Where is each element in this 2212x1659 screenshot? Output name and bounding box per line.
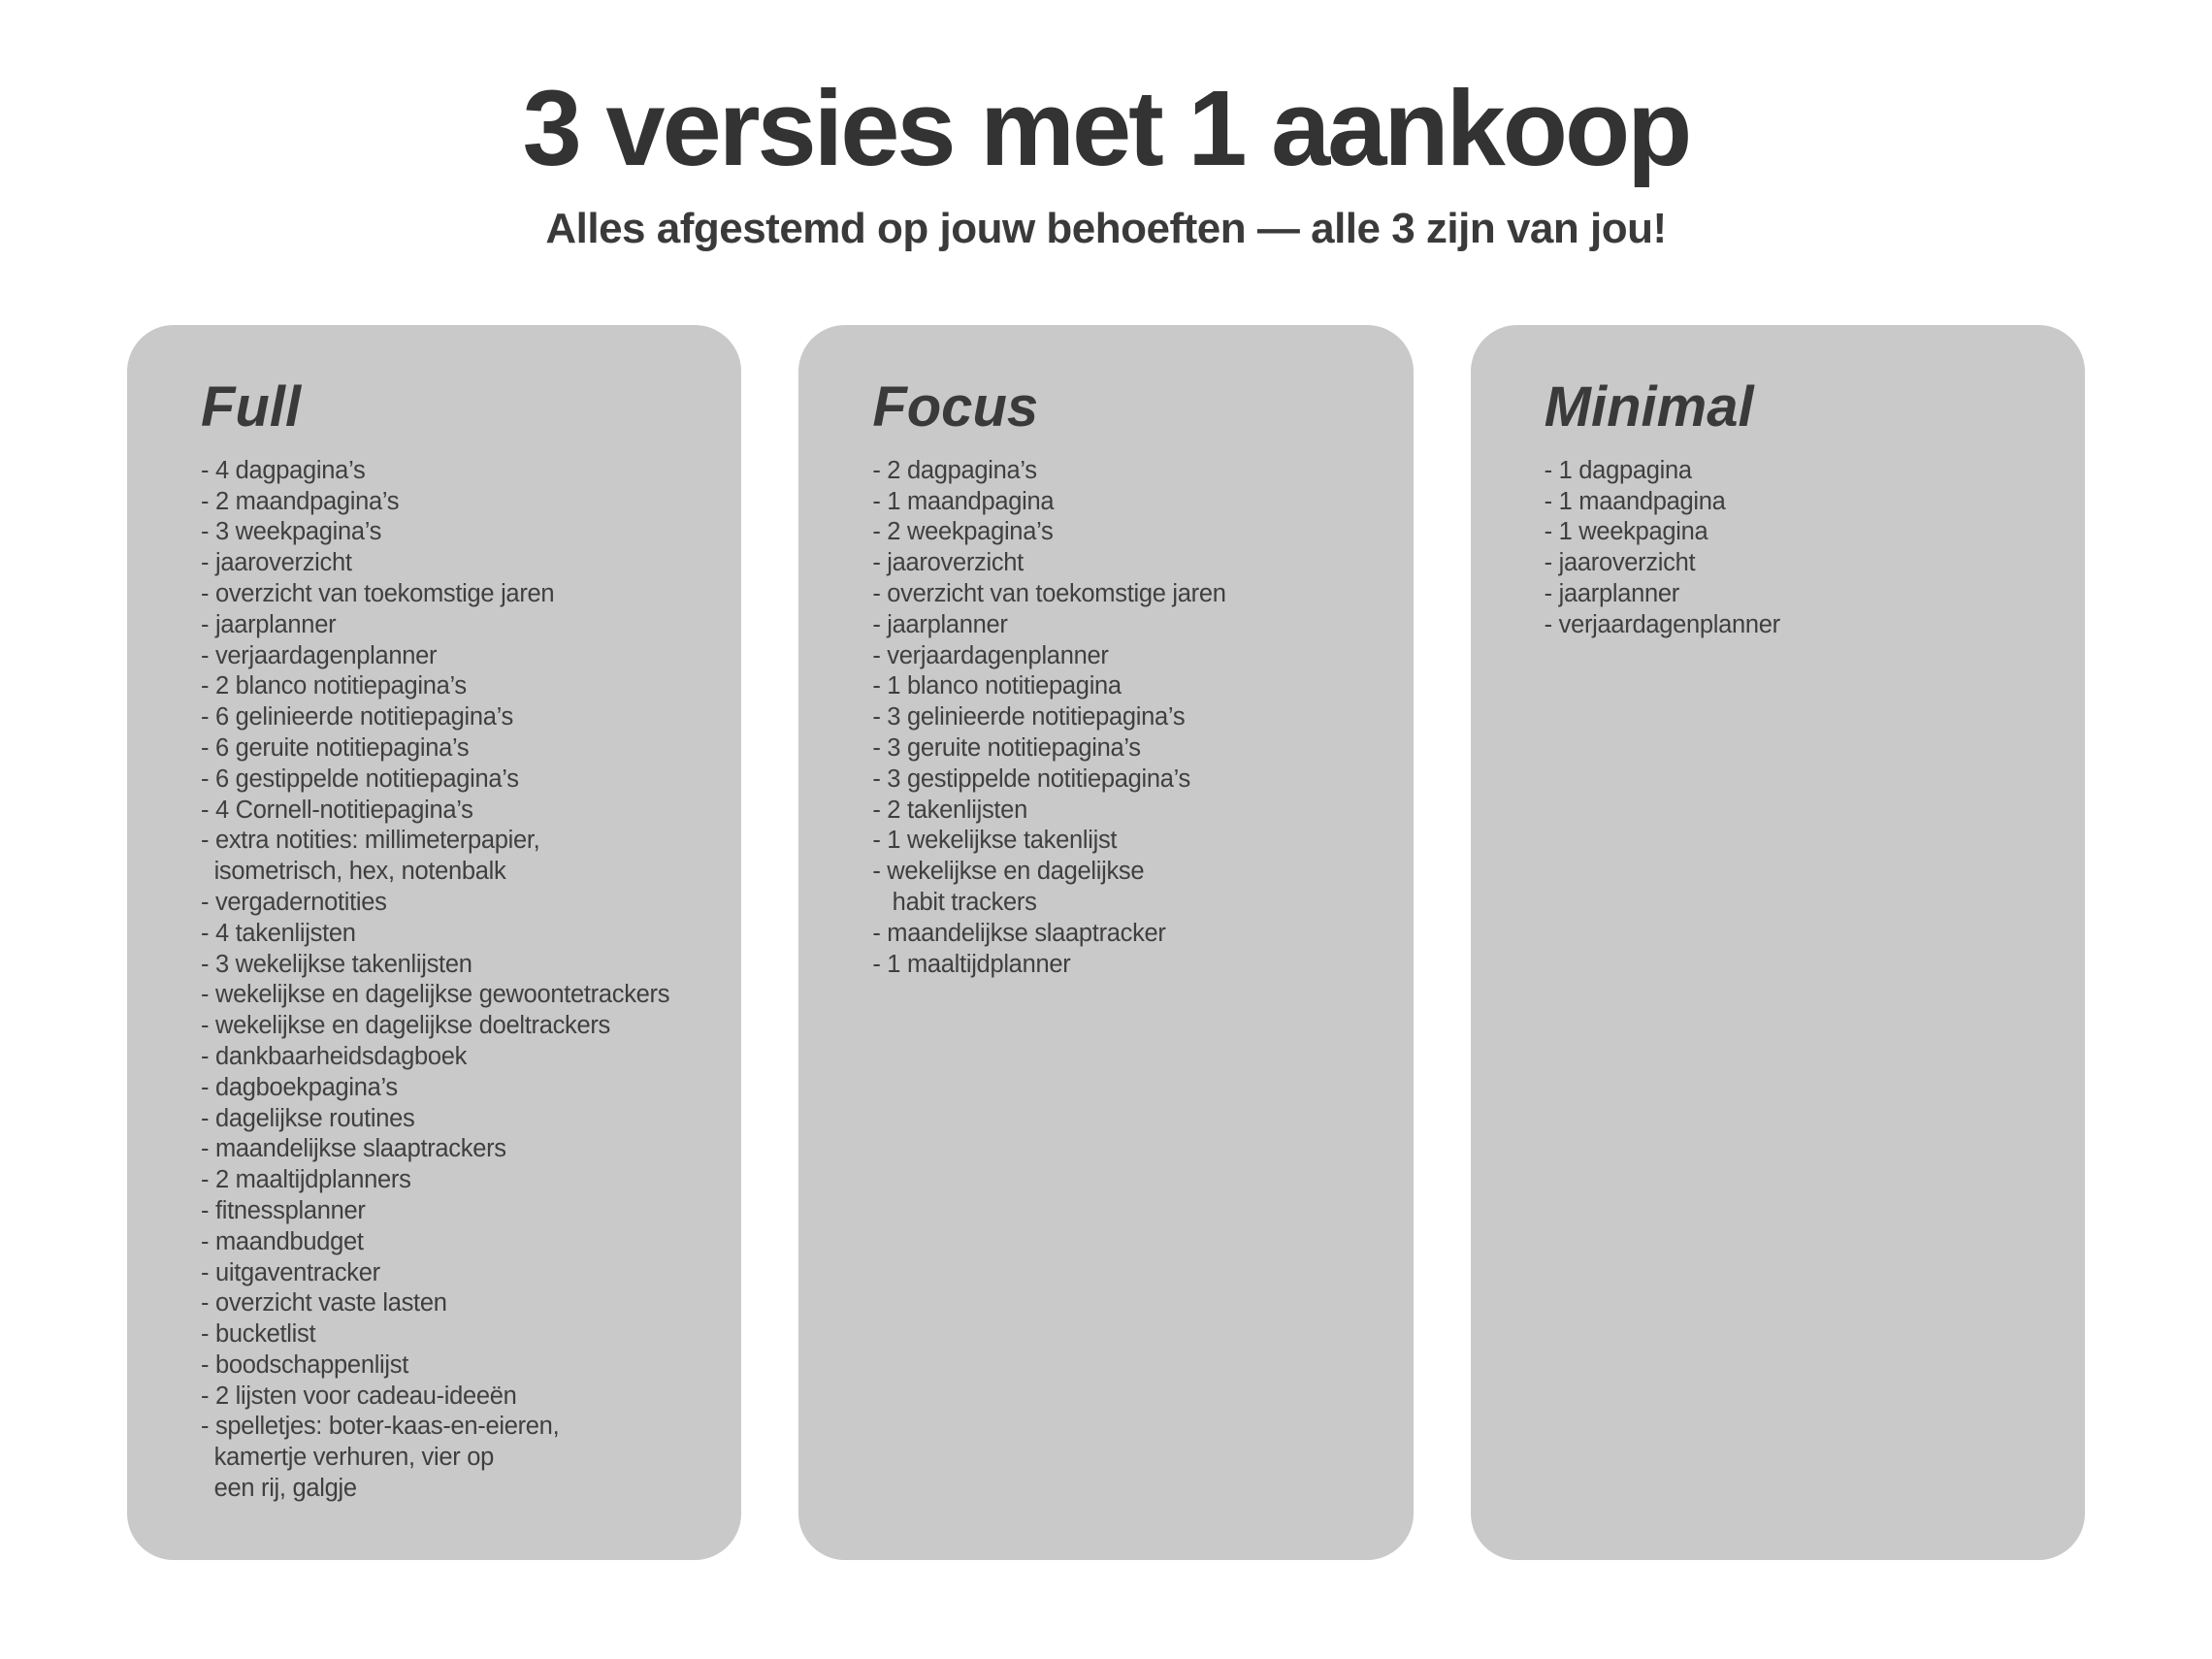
list-item: - dagboekpagina’s <box>201 1073 398 1101</box>
list-item: - verjaardagenplanner <box>1544 610 1780 638</box>
list-item: - 6 geruite notitiepagina’s <box>201 733 470 762</box>
list-item: habit trackers <box>872 888 1037 916</box>
list-item: een rij, galgje <box>201 1475 357 1503</box>
list-item: - dankbaarheidsdagboek <box>201 1042 468 1070</box>
list-item: - 2 lijsten voor cadeau-ideeën <box>201 1382 517 1410</box>
list-item: - 1 maandpagina <box>872 487 1055 515</box>
list-item: - boodschappenlijst <box>201 1350 409 1379</box>
list-item: - verjaardagenplanner <box>201 641 438 669</box>
list-item: - 2 blanco notitiepagina’s <box>201 672 467 700</box>
list-item: - fitnessplanner <box>201 1196 366 1224</box>
page-subtitle: Alles afgestemd op jouw behoeften — alle 3 zijn van jou! <box>545 204 1667 252</box>
list-item: - jaaroverzicht <box>872 549 1024 577</box>
list-item: - overzicht van toekomstige jaren <box>201 579 555 607</box>
list-item: - 1 weekpagina <box>1544 518 1708 546</box>
list-item: - 4 Cornell-notitiepagina’s <box>201 796 473 824</box>
list-item: - overzicht van toekomstige jaren <box>872 579 1226 607</box>
card-full-title: Full <box>201 375 302 439</box>
list-item: - 4 takenlijsten <box>201 919 356 947</box>
list-item: - 3 wekelijkse takenlijsten <box>201 950 472 978</box>
list-item: - uitgaventracker <box>201 1258 380 1286</box>
list-item: - 2 dagpagina’s <box>872 456 1037 484</box>
list-item: - 4 dagpagina’s <box>201 456 366 484</box>
list-item: - 1 maandpagina <box>1544 487 1726 515</box>
card-focus <box>798 325 1413 1560</box>
list-item: - 6 gestippelde notitiepagina’s <box>201 764 519 793</box>
card-focus-title: Focus <box>872 375 1039 439</box>
list-item: - bucketlist <box>201 1320 316 1349</box>
card-full-feature-list <box>201 456 728 1505</box>
list-item: - verjaardagenplanner <box>872 641 1109 669</box>
list-item: - jaaroverzicht <box>201 549 352 577</box>
list-item: - wekelijkse en dagelijkse gewoontetrackers <box>201 981 670 1009</box>
list-item: isometrisch, hex, notenbalk <box>201 858 506 886</box>
list-item: - 2 weekpagina’s <box>872 518 1054 546</box>
card-minimal-title: Minimal <box>1544 375 1754 439</box>
list-item: - 3 gestippelde notitiepagina’s <box>872 764 1190 793</box>
list-item: - extra notities: millimeterpapier, <box>201 827 540 855</box>
list-item: - 1 blanco notitiepagina <box>872 672 1122 700</box>
list-item: - 2 maandpagina’s <box>201 487 400 515</box>
card-focus-feature-list <box>872 456 1399 981</box>
card-full <box>127 325 741 1560</box>
list-item: - dagelijkse routines <box>201 1104 415 1132</box>
list-item: - 1 wekelijkse takenlijst <box>872 827 1118 855</box>
list-item: - maandelijkse slaaptrackers <box>201 1135 506 1163</box>
list-item: - 1 dagpagina <box>1544 456 1692 484</box>
list-item: - 2 takenlijsten <box>872 796 1027 824</box>
list-item: - overzicht vaste lasten <box>201 1289 447 1317</box>
list-item: - wekelijkse en dagelijkse doeltrackers <box>201 1012 610 1040</box>
list-item: - wekelijkse en dagelijkse <box>872 858 1145 886</box>
list-item: - vergadernotities <box>201 888 387 916</box>
list-item: - 3 geruite notitiepagina’s <box>872 733 1141 762</box>
list-item: - jaaroverzicht <box>1544 549 1696 577</box>
card-minimal-feature-list <box>1545 456 2071 641</box>
cards-row <box>0 325 2212 1560</box>
list-item: - 3 gelinieerde notitiepagina’s <box>872 703 1186 732</box>
list-item: - maandelijkse slaaptracker <box>872 919 1166 947</box>
list-item: - maandbudget <box>201 1227 364 1255</box>
list-item: - jaarplanner <box>201 610 337 638</box>
list-item: - 6 gelinieerde notitiepagina’s <box>201 703 513 732</box>
list-item: - 2 maaltijdplanners <box>201 1166 411 1194</box>
page-title: 3 versies met 1 aankoop <box>522 69 1690 188</box>
list-item: - jaarplanner <box>1544 579 1679 607</box>
list-item: - spelletjes: boter-kaas-en-eieren, <box>201 1413 560 1441</box>
list-item: - 3 weekpagina’s <box>201 518 382 546</box>
list-item: - jaarplanner <box>872 610 1008 638</box>
list-item: kamertje verhuren, vier op <box>201 1444 494 1472</box>
list-item: - 1 maaltijdplanner <box>872 950 1071 978</box>
card-minimal <box>1471 325 2085 1560</box>
